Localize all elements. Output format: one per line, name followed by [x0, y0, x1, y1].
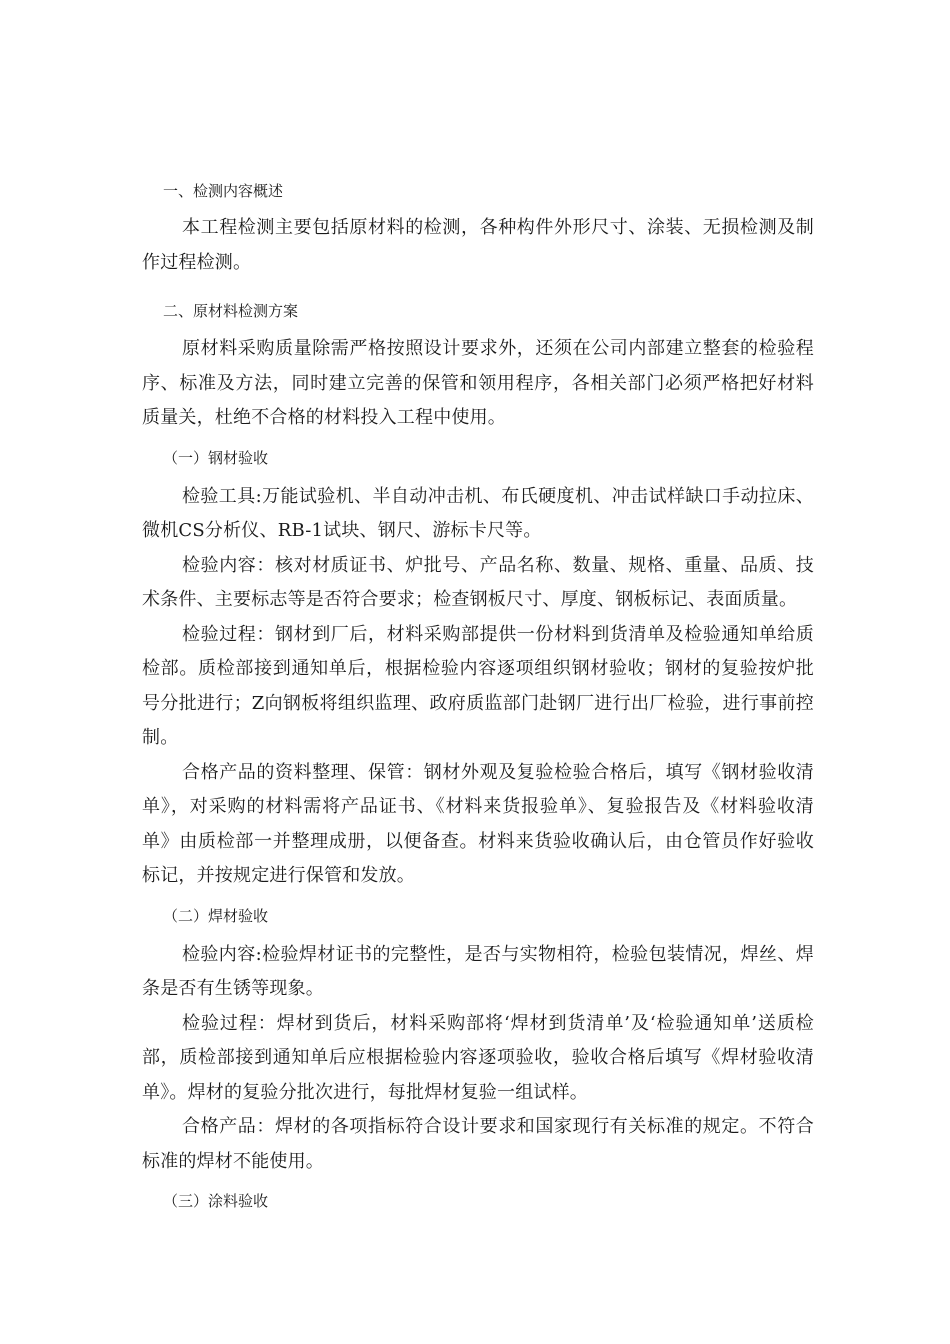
paragraph-welding-process: 检验过程：焊材到货后，材料采购部将‘焊材到货清单’及‘检验通知单’送质检部，质检部接到通知单后应根据检验内容逐项验收，验收合格后填写《焊材验收清单》。焊材的复验分批次进行，每批焊材复验一组试样。: [142, 1012, 814, 1103]
section-heading-raw-materials: 二、原材料检测方案: [163, 302, 299, 320]
subsection-heading-steel: （一）钢材验收: [163, 448, 269, 467]
paragraph-welding-content: 检验内容:检验焊材证书的完整性，是否与实物相符，检验包装情况，焊丝、焊条是否有生锈等现象。: [142, 943, 814, 999]
paragraph-steel-records: 合格产品的资料整理、保管：钢材外观及复验检验合格后，填写《钢材验收清单》，对采购的材料需将产品证书、《材料来货报验单》、复验报告及《材料验收清单》由质检部一并整理成册，以便备查。材料来货验收确认后，由仓管员作好验收标记，并按规定进行保管和发放。: [142, 761, 814, 886]
paragraph-steel-process: 检验过程：钢材到厂后，材料采购部提供一份材料到货清单及检验通知单给质检部。质检部接到通知单后，根据检验内容逐项组织钢材验收；钢材的复验按炉批号分批进行；Z向钢板将组织监理、政府质监部门赴钢厂进行出厂检验，进行事前控制。: [142, 623, 814, 748]
subsection-heading-coating: （三）涂料验收: [163, 1192, 269, 1210]
section-heading-overview: 一、检测内容概述: [163, 182, 284, 200]
document-body: [142, 180, 814, 1223]
paragraph-welding-qualified: 合格产品：焊材的各项指标符合设计要求和国家现行有关标准的规定。不符合标准的焊材不能使用。: [142, 1116, 814, 1172]
paragraph-steel-content: 检验内容：核对材质证书、炉批号、产品名称、数量、规格、重量、品质、技术条件、主要标志等是否符合要求；检查钢板尺寸、厚度、钢板标记、表面质量。: [142, 554, 814, 610]
paragraph-overview: 本工程检测主要包括原材料的检测，各种构件外形尺寸、涂装、无损检测及制作过程检测。: [142, 217, 814, 273]
paragraph-raw-materials: 原材料采购质量除需严格按照设计要求外，还须在公司内部建立整套的检验程序、标准及方法，同时建立完善的保管和领用程序，各相关部门必须严格把好材料质量关，杜绝不合格的材料投入工程中使用。: [142, 338, 814, 428]
subsection-heading-welding: （二）焊材验收: [163, 906, 269, 925]
paragraph-steel-tools: 检验工具:万能试验机、半自动冲击机、布氏硬度机、冲击试样缺口手动拉床、微机CS分析仪、RB-1试块、钢尺、游标卡尺等。: [142, 485, 814, 541]
